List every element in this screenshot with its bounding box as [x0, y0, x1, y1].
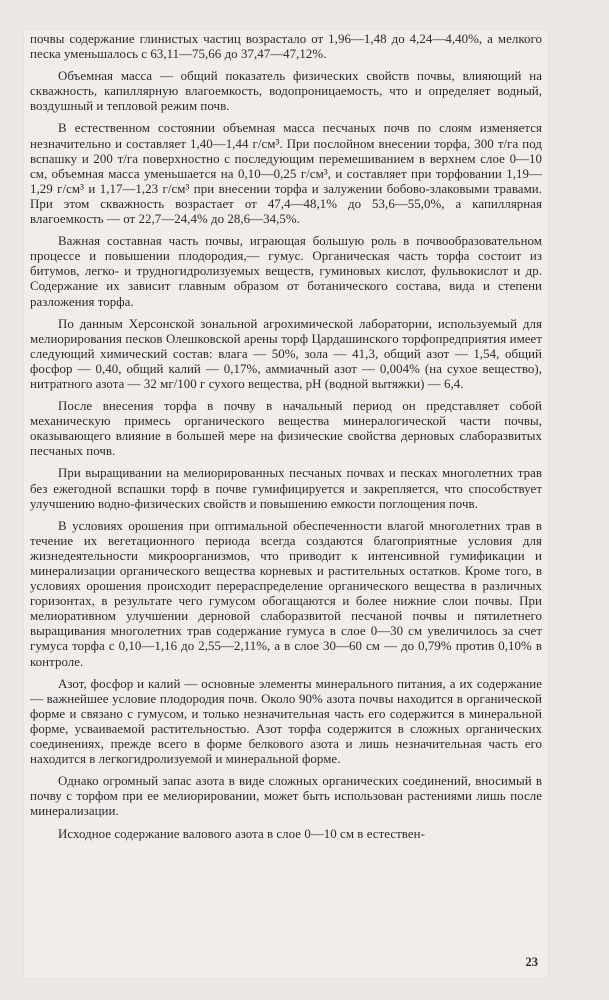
paragraph-9: Азот, фосфор и калий — основные элементы минерального питания, а их содержание — важнейшее условие плодородия почв. Около 90% азота почвы находится в органической форме и связано с гумусом, и только незначительная часть его содержится в минеральной форме, усваиваемой растительностью. Азот торфа содержится в сложных органических соединениях, прежде всего в форме белкового азота и лишь незначительная часть его находится в легкогидролизуемой и минеральной форме.: [30, 676, 542, 767]
paragraph-2: Объемная масса — общий показатель физических свойств почвы, влияющий на скважность, капиллярную влагоемкость, водопроницаемость, что и определяет водный, воздушный и тепловой режим почв.: [30, 69, 542, 114]
paragraph-5: По данным Херсонской зональной агрохимической лаборатории, используемый для мелиорирования песков Олешковской арены торф Цардашинского торфопредприятия имеет следующий химический состав: влага — 50%, зола — 41,3, общий азот — 1,54, общий фосфор — 0,40, общий калий — 0,17%, аммиачный азот — 0,004% (на сухое вещество), нитратного азота — 32 мг/100 г сухого вещества, рН (водной вытяжки) — 6,4.: [30, 316, 542, 391]
paragraph-8: В условиях орошения при оптимальной обеспеченности влагой многолетних трав в течение их вегетационного периода всегда создаются благоприятные условия для жизнедеятельности микроорганизмов, что приводит к интенсивной гумификации и минерализации органического вещества корневых и растительных остатков. Кроме того, в условиях орошения происходит перераспределение органического вещества в различных горизонтах, в результате чего гумусом обогащаются и более нижние слои почвы. При мелиоративном улучшении дерновой слаборазвитой песчаной почвы и пятилетнего выращивания многолетних трав содержание гумуса в слое 0—30 см увеличилось за счет гумуса торфа с 0,10—1,16 до 2,55—2,11%, а в слое 30—60 см — до 0,79% против 0,10% в контроле.: [30, 518, 542, 669]
body-text: [30, 32, 542, 849]
paragraph-10: Однако огромный запас азота в виде сложных органических соединений, вносимый в почву с торфом при ее мелиорировании, может быть использован растениями лишь после минерализации.: [30, 774, 542, 819]
book-page: [24, 30, 548, 978]
page-number: 23: [525, 955, 538, 969]
paragraph-7: При выращивании на мелиорированных песчаных почвах и песках многолетних трав без ежегодной вспашки торф в почве гумифицируется и закрепляется, что способствует улучшению водно-физических свойств и повышению емкости поглощения почв.: [30, 466, 542, 511]
paragraph-3: В естественном состоянии объемная масса песчаных почв по слоям изменяется незначительно и составляет 1,40—1,44 г/см³. При послойном внесении торфа, 300 т/га под вспашку и 200 т/га поверхностно с последующим перемешиванием в верхнем слое 0—10 см, объемная масса уменьшается на 0,10—0,25 г/см³, и составляет при торфовании 1,19—1,29 г/см³ и 1,17—1,23 г/см³ при внесении торфа и залужении бобово-злаковыми травами. При этом скважность возрастает от 47,4—48,1% до 53,6—55,0%, а капиллярная влагоемкость — от 22,7—24,4% до 28,6—34,5%.: [30, 121, 542, 227]
paragraph-6: После внесения торфа в почву в начальный период он представляет собой механическую примесь органического вещества минералогической части почвы, оказывающего влияние в большей мере на физические свойства дерновых слаборазвитых песчаных почв.: [30, 399, 542, 459]
paragraph-1: почвы содержание глинистых частиц возрастало от 1,96—1,48 до 4,24—4,40%, а мелкого песка уменьшалось с 63,11—75,66 до 37,47—47,12%.: [30, 32, 542, 62]
paragraph-4: Важная составная часть почвы, играющая большую роль в почвообразовательном процессе и повышении плодородия,— гумус. Органическая часть торфа состоит из битумов, легко- и трудногидролизуемых веществ, гуминовых кислот, фульвокислот и др. Содержание их зависит главным образом от ботанического состава, вида и степени разложения торфа.: [30, 234, 542, 309]
paragraph-11: Исходное содержание валового азота в слое 0—10 см в естествен-: [58, 826, 425, 841]
